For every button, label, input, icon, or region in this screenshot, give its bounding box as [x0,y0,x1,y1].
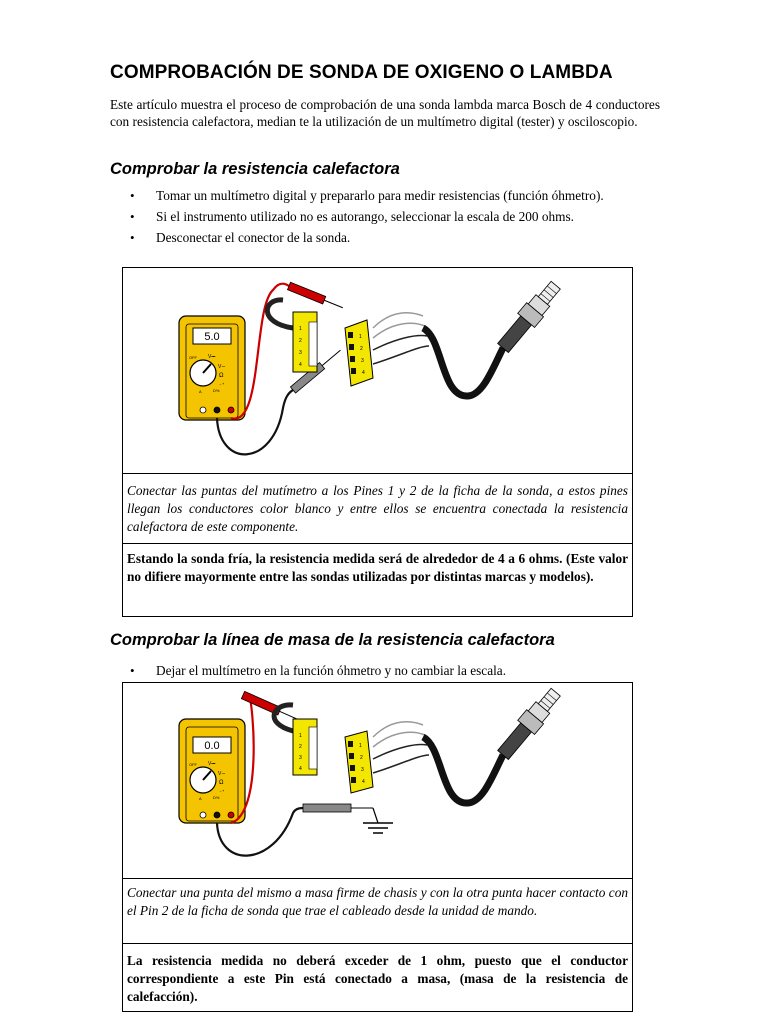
page-title: COMPROBACIÓN DE SONDA DE OXIGENO O LAMBDA [110,62,613,83]
pin-label: 1 [359,334,362,340]
jack-com [214,812,220,818]
pin-label: 1 [299,326,302,332]
figure-2-diagram [123,683,632,879]
display-reading: 0.0 [204,740,220,752]
dial-label-duty: D% [213,795,220,800]
intro-paragraph: Este artículo muestra el proceso de comprobación de una sonda lambda marca Bosch de 4 conductores con resistencia calefactora, median te la utilización de un multímetro digital (tester) y osciloscopio. [110,97,660,129]
sensor-wire [373,313,423,328]
figure-1-note: Estando la sonda fría, la resistencia medida será de alrededor de 4 a 6 ohms. (Este valor no difiere mayormente entre las sondas utilizadas por distintas marcas y modelos). [127,551,628,584]
section-1-bullet-list [110,187,660,246]
list-item: • Si el instrumento utilizado no es autorango, seleccionar la escala de 200 ohms. [156,208,660,225]
document-page [110,62,660,130]
dial-label-duty: D% [213,388,220,393]
dial-label-vdc: V⎓ [208,761,216,767]
figure-box-1 [122,267,633,617]
pin-label: 3 [299,350,302,356]
harness-cable [267,300,293,328]
sensor-cable [423,328,503,396]
figure-box-2 [122,682,633,1012]
dial-label-vac: V∼ [218,364,226,370]
sensor-connector [345,320,373,386]
display-reading: 5.0 [204,331,220,343]
harness-cable [274,705,293,731]
pin-label: 2 [299,744,302,750]
pin-label: 4 [362,779,365,785]
jack-v [228,812,234,818]
pin-label: 2 [299,338,302,344]
pin-label: 4 [299,362,302,368]
jack-v [228,407,234,413]
list-item: • Desconectar el conector de la sonda. [156,229,660,246]
red-probe [288,282,345,311]
section-1 [110,160,660,250]
figure-1-caption: Conectar las puntas del mutímetro a los Pines 1 y 2 de la ficha de la sonda, a estos pines llegan los conductores color blanco y entre ellos se encuentra conectada la resistencia calefactora de este componente. [123,482,632,544]
list-item: • Dejar el multímetro en la función óhmetro y no cambiar la escala. [156,662,660,679]
dial-label-ohm: Ω [219,373,224,379]
ground-symbol-icon [363,808,393,833]
dial-label-vac: V∼ [218,771,226,777]
dial-label-diode: →+ [218,381,225,386]
pin-label: 4 [362,370,365,376]
jack-a [200,812,206,818]
section-1-heading: Comprobar la resistencia calefactora [110,160,400,178]
sensor-wire [373,346,429,364]
multimeter-diagram-1 [123,268,632,473]
pin-label: 1 [359,743,362,749]
lambda-sensor [495,685,565,762]
section-2 [110,631,660,683]
figure-2-note: La resistencia medida no deberá exceder de 1 ohm, puesto que el conductor correspondiente a este Pin está conectado a masa, (masa de la resistencia de calefacción). [127,953,628,1004]
pin-label: 2 [360,755,363,761]
list-item: • Tomar un multímetro digital y prepararlo para medir resistencias (función óhmetro). [156,187,660,204]
multimeter-diagram-2 [123,683,632,878]
dial-label-ohm: Ω [219,780,224,786]
figure-1-diagram [123,268,632,474]
black-probe [303,804,373,812]
sensor-cable [423,737,503,803]
pin-label: 4 [299,766,302,772]
section-2-bullet-list [110,662,660,679]
section-2-heading: Comprobar la línea de masa de la resistencia calefactora [110,631,555,649]
dial-label-amp: A [199,389,202,394]
dial-label-amp: A [199,796,202,801]
dial-label-vdc: V⎓ [208,354,216,360]
lambda-sensor [495,278,565,355]
sensor-wire [373,722,423,737]
dial-label-diode: →+ [218,788,225,793]
jack-com [214,407,220,413]
pin-label: 1 [299,733,302,739]
sensor-wire [373,755,429,773]
figure-2-caption: Conectar una punta del mismo a masa firme de chasis y con la otra punta hacer contacto con el Pin 2 de la ficha de sonda que trae el cableado desde la unidad de mando. [123,884,632,944]
sensor-connector [345,731,373,793]
jack-a [200,407,206,413]
dial-label-off: OFF [189,355,197,360]
pin-label: 3 [299,755,302,761]
dial-label-off: OFF [189,762,197,767]
pin-label: 3 [361,358,364,364]
pin-label: 3 [361,767,364,773]
pin-label: 2 [360,346,363,352]
